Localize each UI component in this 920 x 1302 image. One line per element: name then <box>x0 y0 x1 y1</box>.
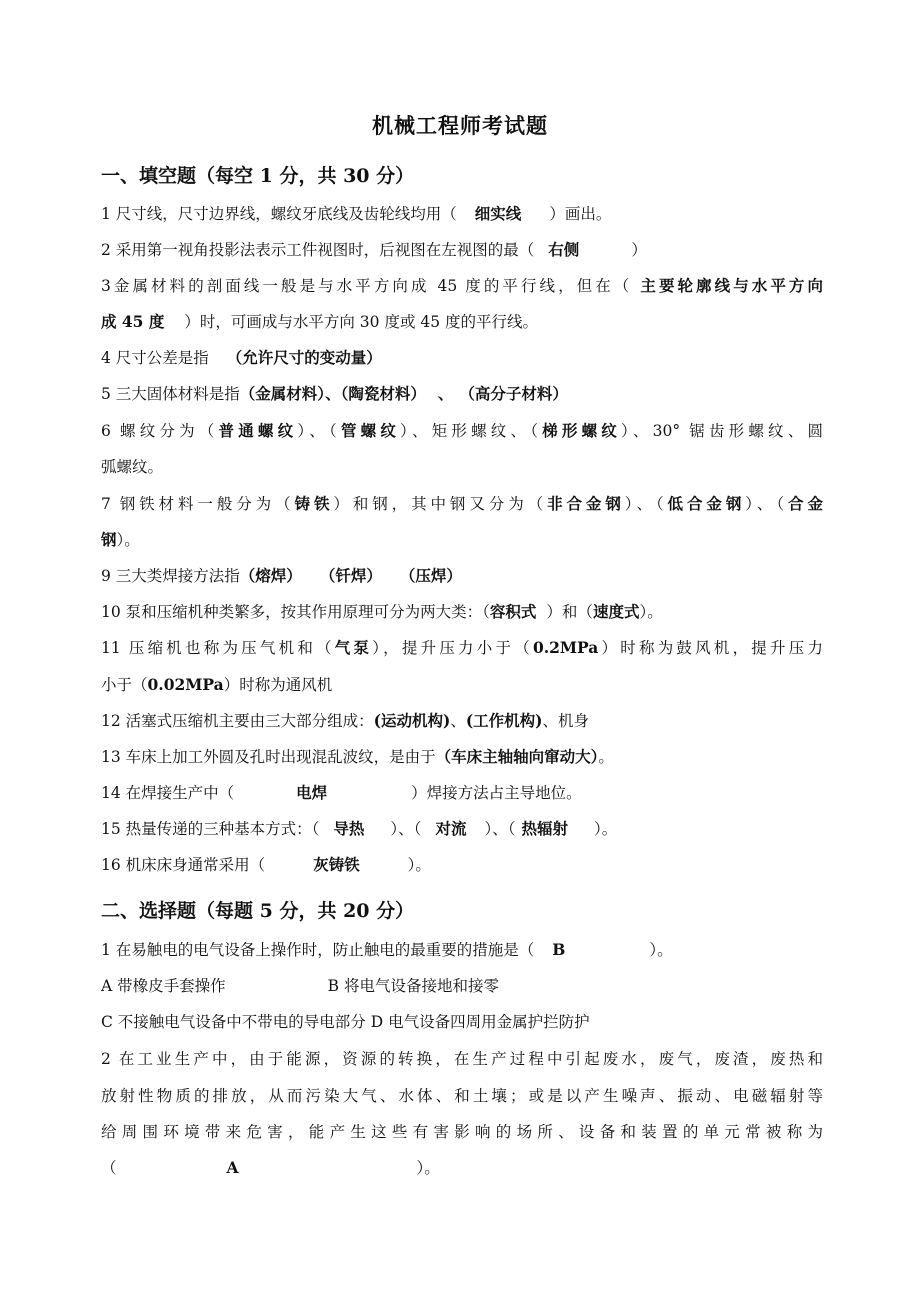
answer: 气泵 <box>334 638 373 657</box>
answer: 0.02MPa <box>147 675 224 694</box>
answer: 管螺纹 <box>340 421 401 440</box>
question-10: 10 泵和压缩机种类繁多，按其作用原理可分为两大类：（容积式 ）和（速度式）。 <box>101 602 663 621</box>
choice-question-1-options-cd <box>101 1012 823 1032</box>
answer: 灰铸铁 <box>313 855 360 874</box>
choice-question-2-line-3: 给周围环境带来危害，能产生这些有害影响的场所、设备和装置的单元常被称为 <box>101 1123 823 1141</box>
question-11-line-2: 小于（0.02MPa）时称为通风机 <box>101 675 333 694</box>
answer: 电焊 <box>296 783 328 802</box>
question-7-line-1: 7 钢铁材料一般分为（铸铁）和钢，其中钢又分为（非合金钢）、（低合金钢）、（合金 <box>101 494 823 513</box>
answer: 主要轮廓线与水平方向 <box>640 276 823 295</box>
section-heading-multiple-choice: 二、选择题（每题 5 分，共 20 分） <box>101 900 415 922</box>
choice-question-2-line-2: 放射性物质的排放，从而污染大气、水体、和土壤；或是以产生噪声、振动、电磁辐射等 <box>101 1087 823 1105</box>
answer: （压焊） <box>399 566 462 585</box>
question-13: 13 车床上加工外圆及孔时出现混乱波纹，是由于（车床主轴轴向窜动大）。 <box>101 747 614 766</box>
choice-question-1-options-ab <box>101 976 823 996</box>
question-3-line-2: 成 45 度 ）时，可画成与水平方向 30 度或 45 度的平行线。 <box>101 312 539 331</box>
question-11-line-1: 11 压缩机也称为压气机和（气泵），提升压力小于（0.2MPa）时称为鼓风机，提升压力 <box>101 638 823 657</box>
answer: （陶瓷材料） <box>340 384 426 403</box>
answer: （车床主轴轴向窜动大） <box>435 747 599 766</box>
answer: 成 45 度 <box>101 312 165 331</box>
question-2: 2 采用第一视角投影法表示工件视图时，后视图在左视图的最（ 右侧 ） <box>101 240 647 259</box>
question-6-line-1: 6 螺纹分为（普通螺纹）、（管螺纹）、矩形螺纹、（梯形螺纹）、30° 锯齿形螺纹、圆 <box>101 421 823 440</box>
answer: 铸铁 <box>294 494 334 513</box>
answer: A <box>226 1158 239 1177</box>
page-title: 机械工程师考试题 <box>372 113 548 138</box>
question-6-line-2: 弧螺纹。 <box>101 458 164 476</box>
section-heading-fill-blank: 一、填空题（每空 1 分，共 30 分） <box>101 165 415 187</box>
question-1: 1 尺寸线，尺寸边界线，螺纹牙底线及齿轮线均用（ 细实线 ）画出。 <box>101 204 612 223</box>
answer: 对流 <box>435 819 467 838</box>
option-cd: C 不接触电气设备中不带电的导电部分 D 电气设备四周用金属护拦防护 <box>101 1013 590 1031</box>
answer: 普通螺纹 <box>218 421 298 440</box>
choice-question-2-line-1: 2 在工业生产中，由于能源，资源的转换，在生产过程中引起废水，废气，废渣，废热和 <box>101 1050 823 1068</box>
question-12: 12 活塞式压缩机主要由三大部分组成：(运动机构)、(工作机构)、机身 <box>101 711 590 730</box>
question-14: 14 在焊接生产中（ 电焊 ）焊接方法占主导地位。 <box>101 783 582 802</box>
answer: 导热 <box>333 819 365 838</box>
answer: （金属材料） <box>239 384 326 403</box>
choice-question-2-line-4: （ A ）。 <box>101 1158 440 1177</box>
answer: 合金 <box>788 494 823 513</box>
question-4: 4 尺寸公差是指 （允许尺寸的变动量） <box>101 348 382 367</box>
answer: (运动机构) <box>373 711 451 730</box>
question-15: 15 热量传递的三种基本方式：（ 导热 ）、（ 对流 ）、（ 热辐射 ）。 <box>101 819 618 838</box>
answer: （钎焊） <box>319 566 382 585</box>
answer: 热辐射 <box>521 819 568 838</box>
answer: 速度式 <box>592 602 640 621</box>
answer: 细实线 <box>474 204 522 223</box>
option-a: A 带橡皮手套操作 <box>101 977 226 995</box>
answer: 非合金钢 <box>547 494 625 513</box>
question-3-line-1: 3金属材料的剖面线一般是与水平方向成 45 度的平行线，但在（ 主要轮廓线与水平方向 <box>101 276 823 295</box>
answer: B <box>552 940 566 959</box>
question-9: 9 三大类焊接方法指（熔焊） （钎焊） （压焊） <box>101 566 462 585</box>
answer: 低合金钢 <box>667 494 746 513</box>
answer: (工作机构) <box>465 711 543 730</box>
question-16: 16 机床床身通常采用（ 灰铸铁 ）。 <box>101 855 431 874</box>
answer: （高分子材料） <box>459 384 568 403</box>
option-b: B 将电气设备接地和接零 <box>327 977 499 995</box>
question-7-line-2: 钢）。 <box>101 530 140 549</box>
choice-question-1: 1 在易触电的电气设备上操作时，防止触电的最重要的措施是（ B ）。 <box>101 940 673 959</box>
answer: 梯形螺纹 <box>542 421 621 440</box>
answer: 右侧 <box>548 240 580 259</box>
answer: 容积式 <box>489 602 537 621</box>
answer: （熔焊） <box>239 566 302 585</box>
answer: （允许尺寸的变动量） <box>226 348 382 367</box>
question-5: 5 三大固体材料是指（金属材料）、（陶瓷材料） 、 （高分子材料） <box>101 384 568 403</box>
answer: 钢 <box>101 530 117 549</box>
answer: 0.2MPa <box>532 638 599 657</box>
